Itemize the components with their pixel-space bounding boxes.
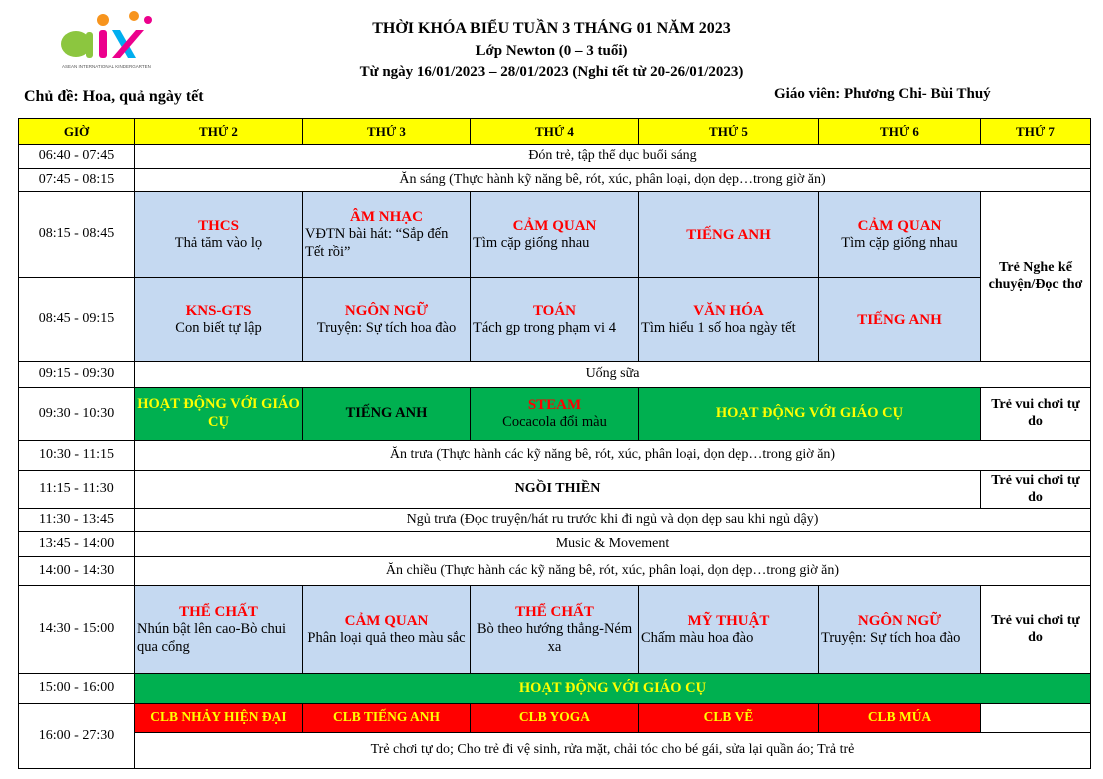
- col-header-tue: THỨ 3: [303, 119, 471, 145]
- table-row: [19, 278, 1091, 362]
- lunch-cell: Ăn trưa (Thực hành các kỹ năng bê, rót, xúc, phân loại, dọn dẹp…trong giờ ăn): [135, 441, 1091, 471]
- lesson-cell: [135, 192, 303, 278]
- time-cell: 08:45 - 09:15: [19, 278, 135, 362]
- time-cell: 11:30 - 13:45: [19, 509, 135, 532]
- table-row: [19, 441, 1091, 471]
- saturday-play-cell: Trẻ vui chơi tự do: [981, 471, 1091, 509]
- empty-cell: [981, 704, 1091, 733]
- breakfast-cell: Ăn sáng (Thực hành kỹ năng bê, rót, xúc, phân loại, dọn dẹp…trong giờ ăn): [135, 169, 1091, 192]
- lesson-subject: THCS: [198, 217, 239, 234]
- lesson-subject: VĂN HÓA: [693, 302, 764, 319]
- activity-label: HOẠT ĐỘNG VỚI GIÁO CỤ: [518, 679, 707, 696]
- evening-cell: Trẻ chơi tự do; Cho trẻ đi vệ sinh, rửa mặt, chải tóc cho bé gái, sửa lại quần áo; Trả trẻ: [135, 733, 1091, 769]
- milk-cell: Uống sữa: [135, 362, 1091, 388]
- activity-label: HOẠT ĐỘNG VỚI GIÁO CỤ: [715, 405, 904, 422]
- table-row: [19, 532, 1091, 557]
- lesson-desc: Truyện: Sự tích hoa đào: [316, 319, 457, 336]
- lesson-cell: [303, 192, 471, 278]
- club-cell: [639, 704, 819, 733]
- lesson-subject: THỂ CHẤT: [515, 604, 594, 621]
- lesson-cell: [303, 586, 471, 674]
- lesson-subject: NGÔN NGỮ: [344, 302, 429, 319]
- saturday-play-cell: Trẻ vui chơi tự do: [981, 586, 1091, 674]
- schedule-title: THỜI KHÓA BIỂU TUẦN 3 THÁNG 01 NĂM 2023: [372, 20, 731, 37]
- activity-cell: [135, 674, 1091, 704]
- col-header-fri: THỨ 6: [819, 119, 981, 145]
- nap-cell: Ngủ trưa (Đọc truyện/hát ru trước khi đi ngủ và dọn dẹp sau khi ngủ dậy): [135, 509, 1091, 532]
- time-cell: 13:45 - 14:00: [19, 532, 135, 557]
- time-cell: 07:45 - 08:15: [19, 169, 135, 192]
- club-label: CLB VẼ: [703, 709, 754, 725]
- time-cell: 08:15 - 08:45: [19, 192, 135, 278]
- lesson-cell: [471, 278, 639, 362]
- activity-cell: [471, 388, 639, 441]
- col-header-thu: THỨ 5: [639, 119, 819, 145]
- lesson-desc: Tìm cặp giống nhau: [473, 234, 590, 251]
- teacher: Giáo viên: Phương Chi- Bùi Thuý: [774, 86, 991, 102]
- lesson-cell: [819, 192, 981, 278]
- lesson-cell: [819, 278, 981, 362]
- lesson-cell: [303, 278, 471, 362]
- table-row: [19, 145, 1091, 169]
- timetable: [18, 118, 1091, 769]
- table-row: [19, 674, 1091, 704]
- saturday-play-cell: Trẻ vui chơi tự do: [981, 388, 1091, 441]
- meditation-cell: NGỒI THIỀN: [135, 471, 981, 509]
- club-label: CLB NHẢY HIỆN ĐẠI: [150, 709, 287, 725]
- time-cell: 10:30 - 11:15: [19, 441, 135, 471]
- lesson-desc: Nhún bật lên cao-Bò chui qua cổng: [137, 621, 286, 655]
- lesson-desc: Thả tăm vào lọ: [174, 234, 263, 251]
- col-header-wed: THỨ 4: [471, 119, 639, 145]
- lesson-cell: [639, 192, 819, 278]
- time-cell: 11:15 - 11:30: [19, 471, 135, 509]
- lesson-desc: Tìm cặp giống nhau: [841, 234, 958, 251]
- lesson-desc: Chấm màu hoa đào: [641, 629, 754, 646]
- table-row: [19, 704, 1091, 733]
- table-row: [19, 733, 1091, 769]
- welcome-cell: Đón trẻ, tập thể dục buổi sáng: [135, 145, 1091, 169]
- table-row: [19, 586, 1091, 674]
- lesson-cell: [135, 586, 303, 674]
- lesson-cell: [471, 586, 639, 674]
- lesson-desc: Tách gp trong phạm vi 4: [473, 319, 616, 336]
- lesson-cell: [471, 192, 639, 278]
- col-header-mon: THỨ 2: [135, 119, 303, 145]
- lesson-desc: VĐTN bài hát: “Sắp đến Tết rồi”: [305, 226, 449, 260]
- club-label: CLB YOGA: [518, 709, 591, 725]
- time-cell: 06:40 - 07:45: [19, 145, 135, 169]
- lesson-cell: [135, 278, 303, 362]
- table-row: [19, 509, 1091, 532]
- lesson-subject: TIẾNG ANH: [686, 226, 771, 243]
- lesson-desc: Tìm hiểu 1 số hoa ngày tết: [641, 319, 796, 336]
- music-cell: Music & Movement: [135, 532, 1091, 557]
- lesson-cell: [639, 278, 819, 362]
- col-header-sat: THỨ 7: [981, 119, 1091, 145]
- lesson-subject: CẢM QUAN: [512, 217, 597, 234]
- lesson-desc: Bò theo hướng thẳng-Ném xa: [476, 621, 633, 655]
- class-line: Lớp Newton (0 – 3 tuổi): [475, 43, 628, 59]
- lesson-subject: ÂM NHẠC: [350, 209, 423, 226]
- table-row: [19, 169, 1091, 192]
- lesson-subject: TIẾNG ANH: [857, 311, 942, 328]
- activity-desc: Cocacola đổi màu: [502, 414, 607, 431]
- time-cell: 14:30 - 15:00: [19, 586, 135, 674]
- col-header-time: GIỜ: [19, 119, 135, 145]
- lesson-subject: NGÔN NGỮ: [857, 612, 942, 629]
- time-cell: 14:00 - 14:30: [19, 557, 135, 586]
- time-cell: 09:15 - 09:30: [19, 362, 135, 388]
- table-row: [19, 471, 1091, 509]
- logo-tagline: ASEAN INTERNATIONAL KINDERGARTEN: [62, 64, 151, 69]
- table-row: [19, 192, 1091, 278]
- club-cell: [471, 704, 639, 733]
- table-row: [19, 388, 1091, 441]
- activity-label: TIẾNG ANH: [345, 405, 428, 422]
- lesson-subject: CẢM QUAN: [344, 612, 429, 629]
- club-cell: [819, 704, 981, 733]
- time-cell: 09:30 - 10:30: [19, 388, 135, 441]
- lesson-desc: Con biết tự lập: [175, 319, 262, 336]
- lesson-subject: THỂ CHẤT: [179, 604, 258, 621]
- topic: Chủ đề: Hoa, quả ngày tết: [24, 88, 204, 105]
- lesson-subject: KNS-GTS: [185, 302, 252, 319]
- activity-cell: [639, 388, 981, 441]
- activity-cell: [303, 388, 471, 441]
- date-range: Từ ngày 16/01/2023 – 28/01/2023 (Nghỉ tết từ 20-26/01/2023): [359, 64, 744, 80]
- time-cell: 15:00 - 16:00: [19, 674, 135, 704]
- header-row: [19, 119, 1091, 145]
- lesson-desc: Truyện: Sự tích hoa đào: [821, 629, 961, 646]
- lesson-subject: MỸ THUẬT: [687, 612, 770, 629]
- lesson-cell: [639, 586, 819, 674]
- table-row: [19, 557, 1091, 586]
- table-row: [19, 362, 1091, 388]
- lesson-subject: TOÁN: [532, 302, 577, 319]
- lesson-desc: Phân loại quả theo màu sắc: [307, 629, 466, 646]
- club-cell: [135, 704, 303, 733]
- lesson-subject: CẢM QUAN: [857, 217, 942, 234]
- saturday-story-cell: Trẻ Nghe kể chuyện/Đọc thơ: [981, 192, 1091, 362]
- club-cell: [303, 704, 471, 733]
- lesson-cell: [819, 586, 981, 674]
- activity-label: STEAM: [527, 397, 582, 414]
- activity-cell: [135, 388, 303, 441]
- club-label: CLB TIẾNG ANH: [332, 709, 441, 725]
- snack-cell: Ăn chiều (Thực hành các kỹ năng bê, rót, xúc, phân loại, dọn dẹp…trong giờ ăn): [135, 557, 1091, 586]
- club-label: CLB MÚA: [867, 709, 932, 725]
- time-cell: 16:00 - 27:30: [19, 704, 135, 769]
- activity-label: HOẠT ĐỘNG VỚI GIÁO CỤ: [137, 396, 300, 430]
